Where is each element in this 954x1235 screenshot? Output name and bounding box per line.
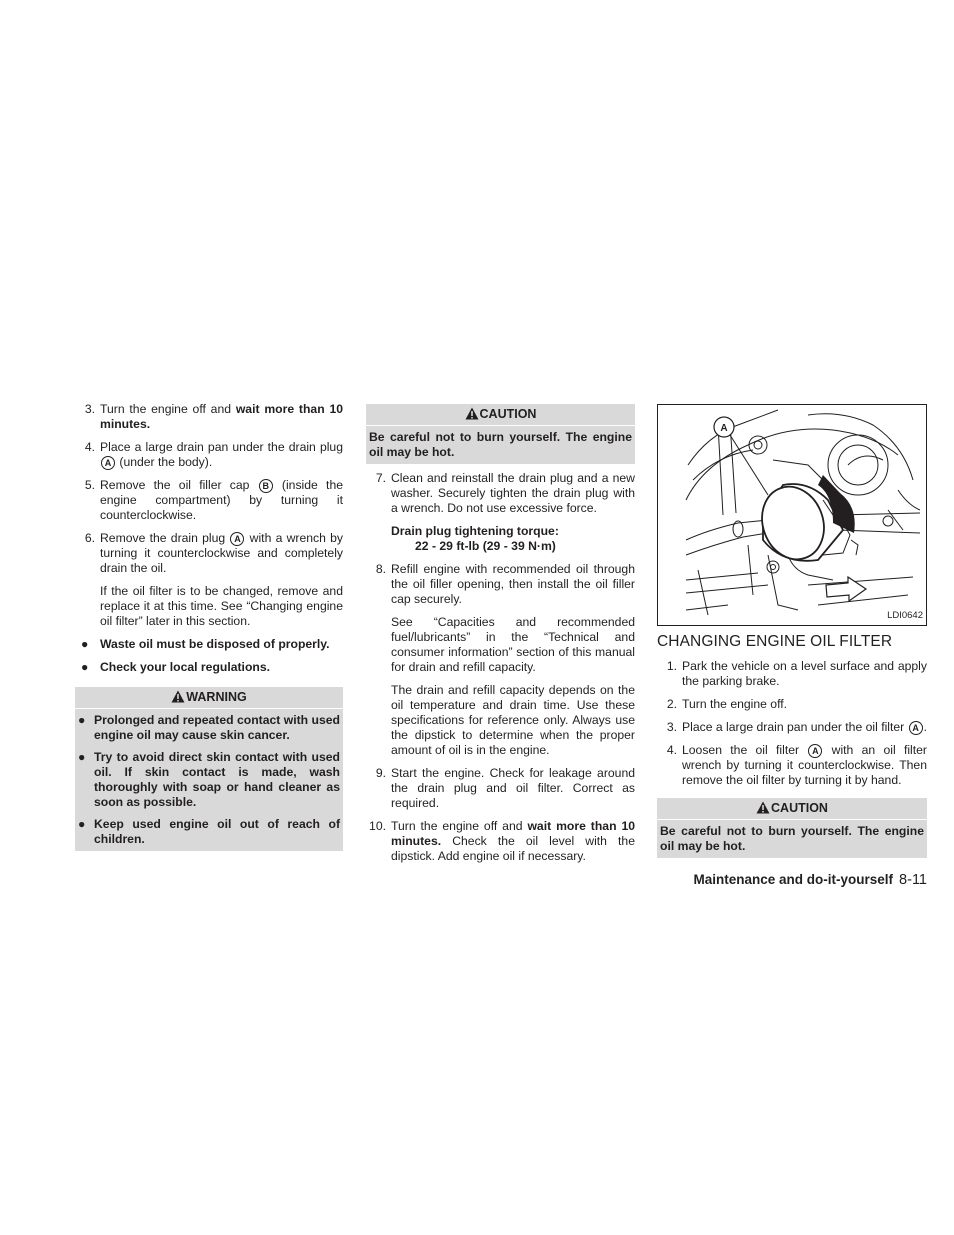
step-9 bbox=[366, 766, 635, 811]
caution-header bbox=[657, 798, 927, 820]
step-7 bbox=[366, 471, 635, 516]
warning-item-text: Try to avoid direct skin contact with used oil. If skin contact is made, wash thoroughly with soap or hand cleaner as soon as possible. bbox=[94, 750, 340, 809]
bullet-dot: ● bbox=[78, 750, 86, 764]
step-4 bbox=[75, 440, 343, 470]
step-text: Remove the oil filler cap bbox=[100, 478, 258, 492]
caution-title: CAUTION bbox=[771, 801, 828, 815]
step-3 bbox=[657, 720, 927, 735]
warning-item-text: Prolonged and repeated contact with used engine oil may cause skin cancer. bbox=[94, 713, 340, 742]
callout-a-marker: A bbox=[230, 532, 244, 546]
step-6 bbox=[75, 531, 343, 576]
step-emphasis: wait more than 10 minutes. bbox=[100, 402, 343, 431]
warning-item bbox=[78, 817, 340, 847]
step-number: 4. bbox=[84, 440, 95, 454]
oil-filter-illustration bbox=[657, 404, 927, 626]
oil-filter-note: If the oil filter is to be changed, remove and replace it at this time. See “Changing engine oil filter” later in this section. bbox=[100, 584, 343, 628]
step-text: Refill engine with recommended oil through the oil filler opening, then install the oil filler cap securely. bbox=[391, 562, 635, 606]
step-number: 4. bbox=[666, 743, 677, 757]
warning-title: WARNING bbox=[186, 690, 247, 704]
step-text: Clean and reinstall the drain plug and a new washer. Securely tighten the drain plug with a wrench. Do not use excessive force. bbox=[391, 471, 635, 515]
step-1 bbox=[657, 659, 927, 689]
callout-a-marker: A bbox=[101, 456, 115, 470]
step-text: Check the oil level with the dipstick. Add engine oil if necessary. bbox=[391, 834, 635, 863]
bullet-text: Check your local regulations. bbox=[100, 660, 270, 674]
step-number: 6. bbox=[84, 531, 95, 545]
warning-header bbox=[75, 687, 343, 709]
bullet-text: Waste oil must be disposed of properly. bbox=[100, 637, 330, 651]
bullet-dispose bbox=[75, 637, 343, 652]
step-text: Start the engine. Check for leakage around the drain plug and oil filter. Correct as required. bbox=[391, 766, 635, 810]
step-text: (under the body). bbox=[116, 455, 213, 469]
step-2 bbox=[657, 697, 927, 712]
callout-b-marker: B bbox=[259, 479, 273, 493]
caution-title: CAUTION bbox=[479, 407, 537, 421]
step-text: (inside the engine compartment) by turning it counterclockwise. bbox=[100, 478, 343, 522]
callout-a-marker: A bbox=[909, 721, 923, 735]
step-number: 7. bbox=[375, 471, 386, 485]
bullet-regulations bbox=[75, 660, 343, 675]
page-footer bbox=[640, 871, 927, 889]
bullet-dot: ● bbox=[81, 637, 89, 651]
section-title: CHANGING ENGINE OIL FILTER bbox=[657, 633, 893, 650]
warning-item bbox=[78, 713, 340, 743]
step-5 bbox=[75, 478, 343, 523]
warning-triangle-icon bbox=[756, 801, 770, 814]
warning-box bbox=[75, 687, 343, 851]
step-number: 3. bbox=[666, 720, 677, 734]
torque-spec bbox=[366, 524, 635, 554]
caution-text: Be careful not to burn yourself. The engine oil may be hot. bbox=[369, 430, 632, 459]
step-text: with an oil filter wrench by turning it counterclockwise. Then remove the oil filter by turning it by hand. bbox=[682, 743, 927, 787]
figure-id: LDI0642 bbox=[887, 610, 923, 621]
warning-triangle-icon bbox=[171, 690, 185, 703]
column-right bbox=[657, 404, 927, 858]
footer-section-name: Maintenance and do-it-yourself bbox=[693, 872, 894, 887]
warning-body bbox=[75, 709, 343, 851]
step-text: Remove the drain plug bbox=[100, 531, 230, 545]
step-number: 5. bbox=[84, 478, 95, 492]
step-number: 8. bbox=[375, 562, 386, 576]
step-text: Place a large drain pan under the oil filter bbox=[682, 720, 908, 734]
warning-item-text: Keep used engine oil out of reach of children. bbox=[94, 817, 340, 846]
bullet-dot: ● bbox=[78, 817, 86, 831]
capacity-note: The drain and refill capacity depends on the oil temperature and drain time. Use these specifications for reference only. Always use the dipstick to determine when the proper amount of oil is in the engine. bbox=[391, 683, 635, 757]
step-number: 9. bbox=[375, 766, 386, 780]
caution-box bbox=[657, 798, 927, 858]
caution-box bbox=[366, 404, 635, 464]
step-text: Turn the engine off. bbox=[682, 697, 788, 711]
step-emphasis: wait more than 10 minutes. bbox=[391, 819, 635, 848]
warning-item bbox=[78, 750, 340, 810]
torque-value: 22 - 29 ft-lb (29 - 39 N·m) bbox=[415, 539, 556, 553]
step-text: . bbox=[923, 720, 927, 734]
column-left bbox=[75, 402, 343, 851]
step-text: Turn the engine off and bbox=[100, 402, 236, 416]
step-text: Loosen the oil filter bbox=[682, 743, 808, 757]
callout-a-marker: A bbox=[808, 744, 822, 758]
step-text: Place a large drain pan under the drain plug bbox=[100, 440, 343, 454]
step-4 bbox=[657, 743, 927, 788]
warning-triangle-icon bbox=[465, 407, 479, 420]
step-text: Park the vehicle on a level surface and apply the parking brake. bbox=[682, 659, 927, 688]
step-text: with a wrench by turning it counterclockwise and completely drain the oil. bbox=[100, 531, 344, 575]
figure-callout-label: A bbox=[720, 423, 728, 434]
caution-header bbox=[366, 404, 635, 426]
step-number: 3. bbox=[84, 402, 95, 416]
caution-text: Be careful not to burn yourself. The engine oil may be hot. bbox=[660, 824, 924, 853]
step-8 bbox=[366, 562, 635, 607]
engine-oil-filter-drawing bbox=[658, 405, 926, 625]
step-number: 10. bbox=[369, 819, 386, 833]
capacity-reference: See “Capacities and recommended fuel/lubricants” in the “Technical and consumer information” section of this manual for drain and refill capacity. bbox=[391, 615, 635, 674]
torque-label: Drain plug tightening torque: bbox=[391, 524, 559, 538]
bullet-dot: ● bbox=[78, 713, 86, 727]
step-3 bbox=[75, 402, 343, 432]
step-10 bbox=[366, 819, 635, 864]
step-text: Turn the engine off and bbox=[391, 819, 528, 833]
column-middle bbox=[366, 404, 635, 872]
bullet-dot: ● bbox=[81, 660, 89, 674]
step-number: 1. bbox=[666, 659, 677, 673]
page-number: 8-11 bbox=[899, 872, 927, 888]
step-number: 2. bbox=[666, 697, 677, 711]
